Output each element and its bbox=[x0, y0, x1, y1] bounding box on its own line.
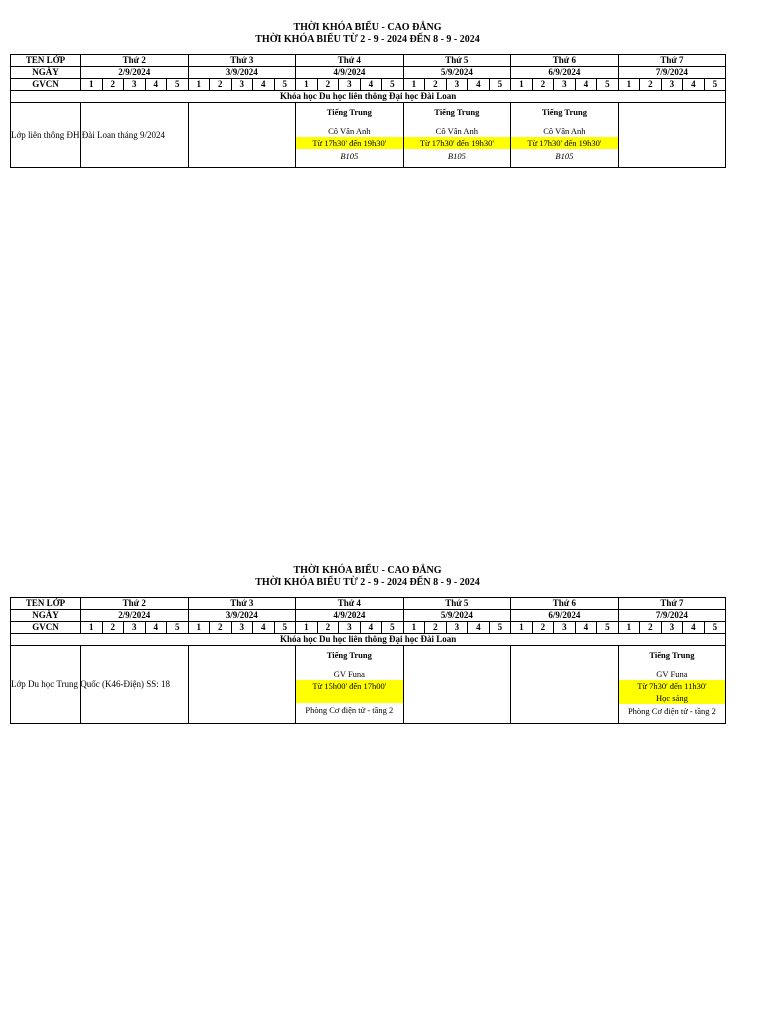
day-schedule-cell bbox=[403, 103, 511, 168]
class-column-header: TEN LỚP bbox=[11, 598, 81, 610]
lesson-teacher: Cô Vân Anh bbox=[543, 126, 586, 136]
lesson bbox=[296, 107, 403, 162]
timetable bbox=[10, 597, 726, 724]
lesson-room: B105 bbox=[340, 151, 359, 161]
period-number: 4 bbox=[683, 622, 705, 634]
period-number: 1 bbox=[403, 622, 425, 634]
day-schedule-cell bbox=[296, 646, 404, 724]
course-row bbox=[11, 634, 726, 646]
lesson bbox=[296, 650, 403, 716]
period-number: 3 bbox=[124, 79, 146, 91]
period-number: 4 bbox=[575, 79, 597, 91]
lesson-time: Từ 17h30' đến 19h30' bbox=[296, 137, 403, 149]
period-number: 4 bbox=[360, 79, 382, 91]
lesson-note: Học sáng bbox=[619, 692, 726, 704]
day-schedule-cell bbox=[618, 103, 726, 168]
period-number: 1 bbox=[188, 622, 210, 634]
lesson bbox=[619, 650, 726, 717]
period-number: 3 bbox=[661, 622, 683, 634]
period-row bbox=[11, 622, 726, 634]
page-subtitle: THỜI KHÓA BIỂU TỪ 2 - 9 - 2024 ĐẾN 8 - 9 - 2024 bbox=[255, 34, 480, 45]
period-number: 2 bbox=[532, 79, 554, 91]
day-schedule-cell bbox=[618, 646, 726, 724]
day-date: 4/9/2024 bbox=[296, 610, 404, 622]
class-name: Lớp liên thông ĐH Đài Loan tháng 9/2024 bbox=[11, 103, 81, 168]
period-number: 4 bbox=[360, 622, 382, 634]
period-number: 5 bbox=[382, 622, 404, 634]
day-name: Thứ 7 bbox=[618, 55, 726, 67]
period-number: 1 bbox=[81, 79, 103, 91]
period-number: 1 bbox=[81, 622, 103, 634]
lesson-subject: Tiếng Trung bbox=[541, 107, 587, 117]
period-number: 4 bbox=[683, 79, 705, 91]
day-name: Thứ 2 bbox=[81, 598, 189, 610]
day-date: 6/9/2024 bbox=[511, 610, 619, 622]
period-number: 5 bbox=[167, 622, 189, 634]
period-number: 1 bbox=[618, 79, 640, 91]
class-row bbox=[11, 646, 726, 724]
lesson-time: Từ 15h00' đến 17h00' bbox=[296, 680, 403, 692]
period-number: 2 bbox=[210, 79, 232, 91]
timetable bbox=[10, 54, 726, 168]
period-number: 1 bbox=[188, 79, 210, 91]
day-name: Thứ 5 bbox=[403, 598, 511, 610]
day-name: Thứ 3 bbox=[188, 598, 296, 610]
period-number: 4 bbox=[468, 622, 490, 634]
period-number: 1 bbox=[618, 622, 640, 634]
period-number: 5 bbox=[489, 79, 511, 91]
period-number: 5 bbox=[489, 622, 511, 634]
period-number: 4 bbox=[145, 79, 167, 91]
date-row bbox=[11, 67, 726, 79]
lesson-time: Từ 17h30' đến 19h30' bbox=[404, 137, 511, 149]
period-number: 3 bbox=[554, 79, 576, 91]
lesson-highlight-pad bbox=[296, 692, 403, 703]
period-number: 3 bbox=[661, 79, 683, 91]
period-number: 4 bbox=[145, 622, 167, 634]
period-number: 5 bbox=[704, 622, 726, 634]
period-number: 3 bbox=[231, 622, 253, 634]
lesson-teacher: GV Funa bbox=[333, 669, 365, 679]
day-schedule-cell bbox=[188, 646, 296, 724]
period-number: 3 bbox=[339, 79, 361, 91]
page-title: THỜI KHÓA BIỂU - CAO ĐẲNG bbox=[293, 565, 442, 576]
timetable-block-1 bbox=[10, 22, 725, 168]
period-number: 2 bbox=[210, 622, 232, 634]
period-number: 5 bbox=[382, 79, 404, 91]
day-name: Thứ 2 bbox=[81, 55, 189, 67]
period-number: 1 bbox=[511, 622, 533, 634]
period-number: 1 bbox=[403, 79, 425, 91]
period-number: 2 bbox=[317, 622, 339, 634]
period-number: 2 bbox=[425, 79, 447, 91]
day-date: 4/9/2024 bbox=[296, 67, 404, 79]
course-row bbox=[11, 91, 726, 103]
day-date: 2/9/2024 bbox=[81, 610, 189, 622]
day-date: 7/9/2024 bbox=[618, 610, 726, 622]
period-number: 5 bbox=[597, 622, 619, 634]
day-date: 7/9/2024 bbox=[618, 67, 726, 79]
day-name: Thứ 4 bbox=[296, 598, 404, 610]
date-row-label: NGÀY bbox=[11, 67, 81, 79]
lesson-subject: Tiếng Trung bbox=[326, 650, 372, 660]
period-number: 2 bbox=[532, 622, 554, 634]
day-date: 5/9/2024 bbox=[403, 67, 511, 79]
day-schedule-cell bbox=[511, 103, 619, 168]
lesson-time: Từ 17h30' đến 19h30' bbox=[511, 137, 618, 149]
date-row bbox=[11, 610, 726, 622]
lesson-teacher: Cô Vân Anh bbox=[435, 126, 479, 136]
lesson-teacher: GV Funa bbox=[656, 669, 688, 679]
period-number: 3 bbox=[339, 622, 361, 634]
lesson bbox=[511, 107, 618, 162]
lesson bbox=[404, 107, 511, 162]
period-number: 5 bbox=[597, 79, 619, 91]
period-number: 4 bbox=[468, 79, 490, 91]
period-number: 4 bbox=[575, 622, 597, 634]
period-number: 5 bbox=[704, 79, 726, 91]
day-name: Thứ 6 bbox=[511, 55, 619, 67]
period-number: 5 bbox=[274, 622, 296, 634]
period-number: 2 bbox=[102, 79, 124, 91]
day-date: 5/9/2024 bbox=[403, 610, 511, 622]
lesson-teacher: Cô Vân Anh bbox=[328, 126, 371, 136]
period-number: 3 bbox=[231, 79, 253, 91]
day-schedule-cell bbox=[188, 103, 296, 168]
period-number: 3 bbox=[446, 622, 468, 634]
lesson-room: Phòng Cơ điện tử - tầng 2 bbox=[305, 705, 394, 715]
lesson-subject: Tiếng Trung bbox=[649, 650, 695, 660]
period-number: 2 bbox=[640, 79, 662, 91]
lesson-subject: Tiếng Trung bbox=[326, 107, 372, 117]
day-date: 3/9/2024 bbox=[188, 67, 296, 79]
period-row bbox=[11, 79, 726, 91]
day-header-row bbox=[11, 598, 726, 610]
lesson-time: Từ 7h30' đến 11h30' bbox=[619, 680, 726, 692]
lesson-room: B105 bbox=[447, 151, 466, 161]
day-date: 3/9/2024 bbox=[188, 610, 296, 622]
day-schedule-cell bbox=[296, 103, 404, 168]
period-number: 1 bbox=[511, 79, 533, 91]
period-number: 5 bbox=[274, 79, 296, 91]
period-number: 2 bbox=[425, 622, 447, 634]
period-number: 3 bbox=[124, 622, 146, 634]
course-title: Khóa học Du học liên thông Đại học Đài Loan bbox=[11, 634, 726, 646]
day-name: Thứ 4 bbox=[296, 55, 404, 67]
period-number: 1 bbox=[296, 79, 318, 91]
lesson-room: B105 bbox=[555, 151, 574, 161]
day-name: Thứ 7 bbox=[618, 598, 726, 610]
date-row-label: NGÀY bbox=[11, 610, 81, 622]
period-number: 3 bbox=[446, 79, 468, 91]
page-title: THỜI KHÓA BIỂU - CAO ĐẲNG bbox=[293, 22, 442, 33]
day-name: Thứ 3 bbox=[188, 55, 296, 67]
day-date: 6/9/2024 bbox=[511, 67, 619, 79]
period-number: 2 bbox=[640, 622, 662, 634]
class-row bbox=[11, 103, 726, 168]
day-schedule-cell bbox=[403, 646, 511, 724]
period-number: 4 bbox=[253, 79, 275, 91]
day-schedule-cell bbox=[511, 646, 619, 724]
day-name: Thứ 5 bbox=[403, 55, 511, 67]
teacher-row-label: GVCN bbox=[11, 79, 81, 91]
day-name: Thứ 6 bbox=[511, 598, 619, 610]
teacher-row-label: GVCN bbox=[11, 622, 81, 634]
day-date: 2/9/2024 bbox=[81, 67, 189, 79]
period-number: 2 bbox=[317, 79, 339, 91]
lesson-subject: Tiếng Trung bbox=[434, 107, 480, 117]
period-number: 1 bbox=[296, 622, 318, 634]
lesson-room: Phòng Cơ điện tử - tầng 2 bbox=[627, 706, 716, 716]
period-number: 3 bbox=[554, 622, 576, 634]
page-subtitle: THỜI KHÓA BIỂU TỪ 2 - 9 - 2024 ĐẾN 8 - 9 - 2024 bbox=[255, 577, 480, 588]
period-number: 4 bbox=[253, 622, 275, 634]
period-number: 5 bbox=[167, 79, 189, 91]
class-name: Lớp Du học Trung Quốc (K46-Điện) SS: 18 bbox=[11, 646, 81, 724]
course-title: Khóa học Du học liên thông Đại học Đài Loan bbox=[11, 91, 726, 103]
timetable-block-2 bbox=[10, 565, 725, 724]
day-header-row bbox=[11, 55, 726, 67]
period-number: 2 bbox=[102, 622, 124, 634]
class-column-header: TEN LỚP bbox=[11, 55, 81, 67]
